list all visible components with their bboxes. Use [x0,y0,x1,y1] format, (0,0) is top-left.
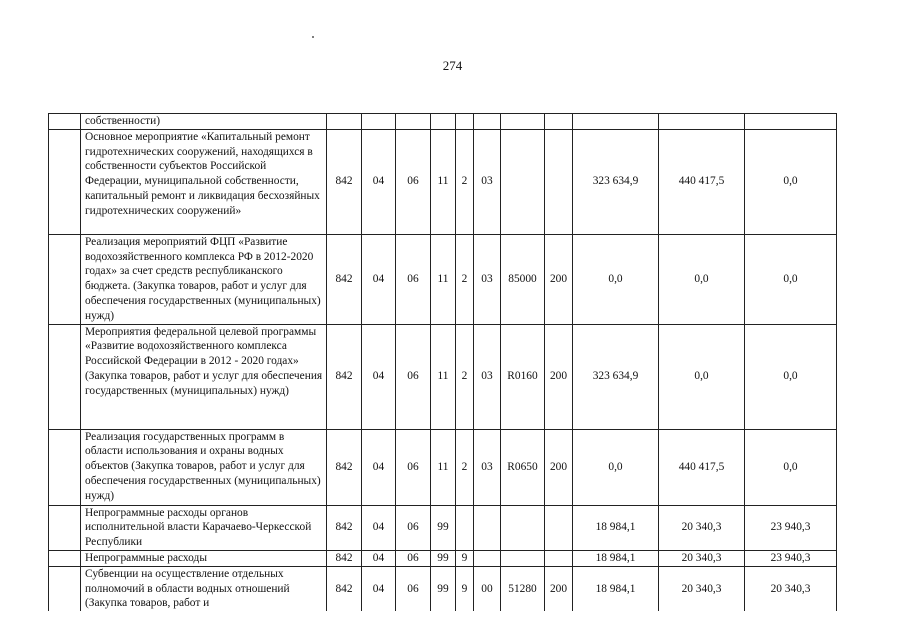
expense-type-cell [545,505,573,550]
direction-cell [501,114,545,130]
activity-cell: 03 [474,324,501,429]
admin-code-cell: 842 [327,550,362,566]
blank-cell [49,114,81,130]
table-row [49,324,837,429]
admin-code-cell: 842 [327,505,362,550]
admin-code-cell [327,114,362,130]
direction-cell: 85000 [501,234,545,324]
year1-amount-cell [573,114,659,130]
subsection-cell: 06 [396,129,431,234]
subprogram-cell [456,505,474,550]
section-cell: 04 [362,550,396,566]
admin-code-cell: 842 [327,429,362,505]
year3-amount-cell: 0,0 [745,324,837,429]
year3-amount-cell: 20 340,3 [745,566,837,611]
activity-cell: 03 [474,429,501,505]
blank-cell [49,129,81,234]
section-cell: 04 [362,566,396,611]
blank-cell [49,234,81,324]
subsection-cell: 06 [396,324,431,429]
budget-table [48,113,837,612]
subprogram-cell: 9 [456,550,474,566]
description-cell: собственности) [81,114,327,130]
section-cell: 04 [362,505,396,550]
direction-cell [501,505,545,550]
direction-cell: 51280 [501,566,545,611]
blank-cell [49,429,81,505]
subsection-cell: 06 [396,566,431,611]
page-bottom-margin [0,611,905,639]
year3-amount-cell: 23 940,3 [745,550,837,566]
year2-amount-cell [659,114,745,130]
scan-speck [312,36,314,38]
activity-cell: 03 [474,129,501,234]
program-cell [431,114,456,130]
program-cell: 11 [431,129,456,234]
year2-amount-cell: 0,0 [659,234,745,324]
direction-cell: R0650 [501,429,545,505]
year2-amount-cell: 0,0 [659,324,745,429]
year3-amount-cell: 23 940,3 [745,505,837,550]
table-row [49,550,837,566]
subsection-cell: 06 [396,505,431,550]
blank-cell [49,505,81,550]
expense-type-cell: 200 [545,234,573,324]
table-row [49,429,837,505]
subprogram-cell: 2 [456,234,474,324]
year3-amount-cell: 0,0 [745,129,837,234]
expense-type-cell: 200 [545,429,573,505]
admin-code-cell: 842 [327,566,362,611]
table-row [49,234,837,324]
year3-amount-cell: 0,0 [745,234,837,324]
expense-type-cell [545,129,573,234]
year1-amount-cell: 323 634,9 [573,129,659,234]
page-number: 274 [442,58,463,73]
section-cell: 04 [362,429,396,505]
year1-amount-cell: 0,0 [573,429,659,505]
subprogram-cell: 2 [456,324,474,429]
description-cell: Субвенции на осуществление отдельных полномочий в области водных отношений (Закупка товаров, работ и [81,566,327,611]
activity-cell [474,550,501,566]
section-cell: 04 [362,324,396,429]
description-cell: Мероприятия федеральной целевой программы «Развитие водохозяйственного комплекса Российской Федерации в 2012 - 2020 годах» (Закупка товаров, работ и услуг для обеспечения государственных (муниципальных) нужд) [81,324,327,429]
year3-amount-cell: 0,0 [745,429,837,505]
program-cell: 99 [431,505,456,550]
subprogram-cell: 2 [456,129,474,234]
description-cell: Непрограммные расходы органов исполнительной власти Карачаево-Черкесской Республики [81,505,327,550]
year2-amount-cell: 440 417,5 [659,429,745,505]
program-cell: 11 [431,324,456,429]
year1-amount-cell: 18 984,1 [573,505,659,550]
subprogram-cell: 2 [456,429,474,505]
table-row [49,566,837,611]
year1-amount-cell: 18 984,1 [573,566,659,611]
description-cell: Непрограммные расходы [81,550,327,566]
section-cell [362,114,396,130]
year2-amount-cell: 440 417,5 [659,129,745,234]
admin-code-cell: 842 [327,324,362,429]
subsection-cell: 06 [396,429,431,505]
direction-cell: R0160 [501,324,545,429]
subprogram-cell [456,114,474,130]
admin-code-cell: 842 [327,129,362,234]
direction-cell [501,129,545,234]
expense-type-cell [545,550,573,566]
subsection-cell [396,114,431,130]
year2-amount-cell: 20 340,3 [659,566,745,611]
program-cell: 11 [431,429,456,505]
expense-type-cell [545,114,573,130]
year1-amount-cell: 18 984,1 [573,550,659,566]
description-cell: Реализация мероприятий ФЦП «Развитие водохозяйственного комплекса РФ в 2012-2020 годах» за счет средств республиканского бюджета. (Закупка товаров, работ и услуг для обеспечения государственных (муниципальных) нужд) [81,234,327,324]
expense-type-cell: 200 [545,324,573,429]
blank-cell [49,566,81,611]
year1-amount-cell: 323 634,9 [573,324,659,429]
admin-code-cell: 842 [327,234,362,324]
description-cell: Основное мероприятие «Капитальный ремонт гидротехнических сооружений, находящихся в собственности субъектов Российской Федерации, муниципальной собственности, капитальный ремонт и ликвидация бесхозяйных гидротехнических сооружений» [81,129,327,234]
table-row [49,505,837,550]
expense-type-cell: 200 [545,566,573,611]
year3-amount-cell [745,114,837,130]
blank-cell [49,324,81,429]
activity-cell [474,505,501,550]
program-cell: 11 [431,234,456,324]
activity-cell [474,114,501,130]
section-cell: 04 [362,129,396,234]
subprogram-cell: 9 [456,566,474,611]
table-row [49,114,837,130]
year1-amount-cell: 0,0 [573,234,659,324]
activity-cell: 03 [474,234,501,324]
direction-cell [501,550,545,566]
subsection-cell: 06 [396,550,431,566]
year2-amount-cell: 20 340,3 [659,505,745,550]
program-cell: 99 [431,566,456,611]
description-cell: Реализация государственных программ в области использования и охраны водных объектов (Закупка товаров, работ и услуг для обеспечения государственных (муниципальных) нужд) [81,429,327,505]
table-row [49,129,837,234]
blank-cell [49,550,81,566]
subsection-cell: 06 [396,234,431,324]
activity-cell: 00 [474,566,501,611]
program-cell: 99 [431,550,456,566]
section-cell: 04 [362,234,396,324]
year2-amount-cell: 20 340,3 [659,550,745,566]
